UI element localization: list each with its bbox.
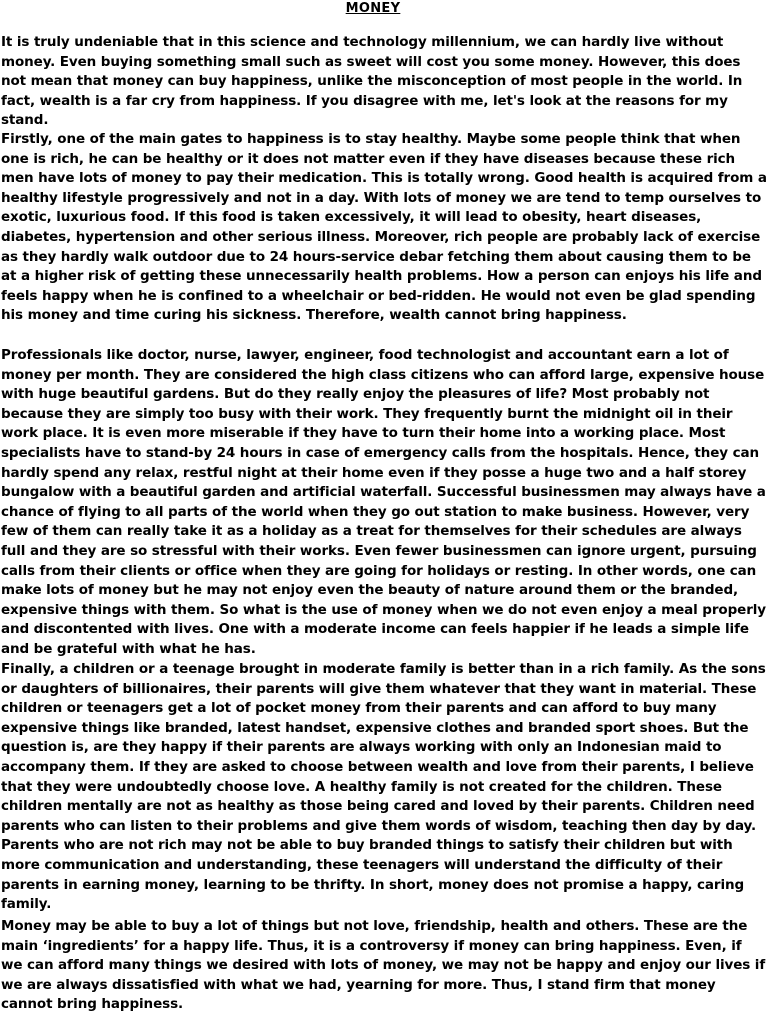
paragraph-introduction: It is truly undeniable that in this science and technology millennium, we can hardly live without money. Even buying something small such as sweet will cost you some money. However, this does not mean that money can buy happiness, unlike the misconception of most people in the world. In fact, wealth is a far cry from happiness. If you disagree with me, let's look at the reasons for my stand. <box>1 34 743 129</box>
paragraph-professionals: Professionals like doctor, nurse, lawyer, engineer, food technologist and accountant earn a lot of money per month. They are considered the high class citizens who can afford large, expensive house with huge beautiful gardens. But do they really enjoy the pleasures of life? Most probably not because they are simply too busy with their work. They frequently burnt the midnight oil in their work place. It is even more miserable if they have to turn their home into a working place. Most specialists have to stand-by 24 hours in case of emergency calls from the hospitals. Hence, they can hardly spend any relax, restful night at their home even if they posse a huge two and a half storey bungalow with a beautiful garden and artificial waterfall. Successful businessmen may always have a chance of flying to all parts of the world when they go out station to make business. However, very few of them can really take it as a holiday as a treat for themselves for their schedules are always full and they are so stressful with their works. Even fewer businessmen can ignore urgent, pursuing calls from their clients or office when they are going for holidays or resting. In other words, one can make lots of money but he may not enjoy even the beauty of nature around them or the branded, expensive things with them. So what is the use of money when we do not even enjoy a meal properly and discontented with lives. One with a moderate income can feels happier if he leads a simple life and be grateful with what he has. <box>1 347 766 657</box>
paragraph-family: Finally, a children or a teenage brought in moderate family is better than in a rich family. As the sons or daughters of billionaires, their parents will give them whatever that they want in material. These children or teenagers get a lot of pocket money from their parents and can afford to buy many expensive things like branded, latest handset, expensive clothes and branded sport shoes. But the question is, are they happy if their parents are always working with only an Indonesian maid to accompany them. If they are asked to choose between wealth and love from their parents, I believe that they were undoubtedly choose love. A healthy family is not created for the children. These children mentally are not as healthy as those being cared and loved by their parents. Children need parents who can listen to their problems and give them words of wisdom, teaching then day by day. Parents who are not rich may not be able to buy branded things to satisfy their children but with more communication and understanding, these teenagers will understand the difficulty of their parents in earning money, learning to be thrifty. In short, money does not promise a happy, caring family. <box>1 661 766 913</box>
document-title: MONEY <box>345 1 401 16</box>
paragraph-conclusion: Money may be able to buy a lot of things but not love, friendship, health and others. These are the main ‘ingredients’ for a happy life. Thus, it is a controversy if money can bring happiness. Even, if we can afford many things we desired with lots of money, we may not be happy and enjoy our lives if we are always dissatisfied with what we had, yearning for more. Thus, I stand firm that money cannot bring happiness. <box>1 918 766 1013</box>
paragraph-health: Firstly, one of the main gates to happiness is to stay healthy. Maybe some people think that when one is rich, he can be healthy or it does not matter even if they have diseases because these rich men have lots of money to pay their medication. This is totally wrong. Good health is acquired from a healthy lifestyle progressively and not in a day. With lots of money we are tend to temp ourselves to exotic, luxurious food. If this food is taken excessively, it will lead to obesity, heart diseases, diabetes, hypertension and other serious illness. Moreover, rich people are probably lack of exercise as they hardly walk outdoor due to 24 hours-service debar fetching them about causing them to be at a higher risk of getting these unnecessarily health problems. How a person can enjoys his life and feels happy when he is confined to a wheelchair or bed-ridden. He would not even be glad spending his money and time curing his sickness. Therefore, wealth cannot bring happiness. <box>1 131 767 324</box>
